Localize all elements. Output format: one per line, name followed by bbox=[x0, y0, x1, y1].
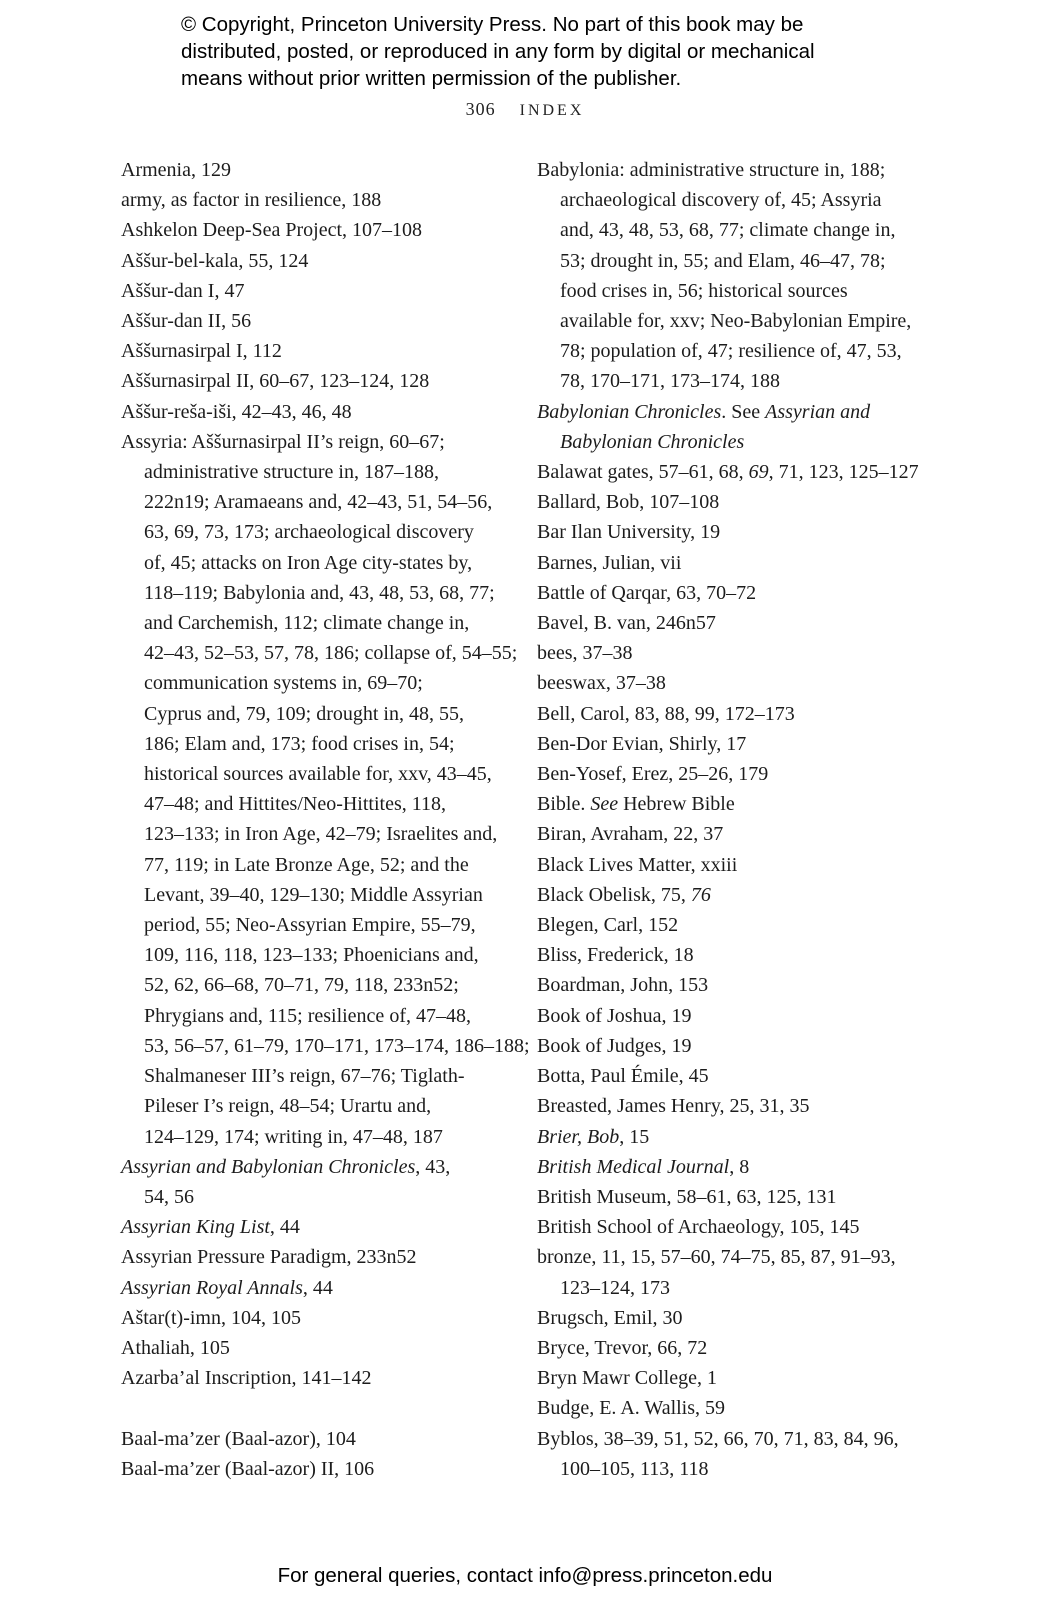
index-entry-line: Barnes, Julian, vii bbox=[537, 551, 682, 574]
index-entry-continuation: and, 43, 48, 53, 68, 77; climate change in, bbox=[560, 219, 896, 242]
index-entry-line: Aššurnasirpal II, 60–67, 123–124, 128 bbox=[121, 370, 430, 393]
index-entry bbox=[121, 306, 501, 336]
index-entry-line: Brugsch, Emil, 30 bbox=[537, 1306, 683, 1329]
index-entry-continuation: period, 55; Neo-Assyrian Empire, 55–79, bbox=[144, 914, 476, 937]
index-entry-continuation: historical sources available for, xxv, 43–45, bbox=[144, 763, 492, 786]
index-entry bbox=[537, 1091, 917, 1121]
index-entry-line: Breasted, James Henry, 25, 31, 35 bbox=[537, 1095, 810, 1118]
index-letter-gap bbox=[121, 1393, 501, 1423]
index-entry-continuation: 52, 62, 66–68, 70–71, 79, 118, 233n52; bbox=[144, 974, 459, 997]
index-entry bbox=[537, 1424, 917, 1484]
section-title: INDEX bbox=[519, 102, 585, 119]
index-entry-line: Battle of Qarqar, 63, 70–72 bbox=[537, 581, 757, 604]
index-entry-line: Aššur-dan II, 56 bbox=[121, 310, 252, 333]
index-entry-continuation: 53; drought in, 55; and Elam, 46–47, 78; bbox=[560, 249, 886, 272]
index-entry-line: Brier, Bob, 15 bbox=[537, 1125, 650, 1148]
index-entry-line: Book of Joshua, 19 bbox=[537, 1004, 692, 1027]
index-entry-line: Black Lives Matter, xxiii bbox=[537, 853, 738, 876]
index-entry-line: British Museum, 58–61, 63, 125, 131 bbox=[537, 1185, 837, 1208]
index-entry-continuation: 118–119; Babylonia and, 43, 48, 53, 68, 77; bbox=[144, 581, 495, 604]
copyright-line: distributed, posted, or reproduced in any form by digital or mechanical bbox=[181, 40, 815, 63]
index-entry bbox=[121, 1303, 501, 1333]
index-entry bbox=[121, 1333, 501, 1363]
index-entry-continuation: Pileser I’s reign, 48–54; Urartu and, bbox=[144, 1095, 432, 1118]
index-entry bbox=[537, 1212, 917, 1242]
index-entry bbox=[537, 638, 917, 668]
index-entry bbox=[537, 397, 917, 457]
index-entry-line: Bavel, B. van, 246n57 bbox=[537, 612, 716, 635]
index-entry-continuation: available for, xxv; Neo-Babylonian Empire, bbox=[560, 310, 912, 333]
index-entry-line: Budge, E. A. Wallis, 59 bbox=[537, 1397, 726, 1420]
index-entry bbox=[537, 880, 917, 910]
index-entry bbox=[121, 215, 501, 245]
index-entry-line: Bell, Carol, 83, 88, 99, 172–173 bbox=[537, 702, 795, 725]
index-entry bbox=[537, 759, 917, 789]
index-entry bbox=[537, 850, 917, 880]
index-entry bbox=[537, 1152, 917, 1182]
index-entry-line: Aššur-reša-iši, 42–43, 46, 48 bbox=[121, 400, 352, 423]
index-entry-continuation: of, 45; attacks on Iron Age city-states by, bbox=[144, 551, 473, 574]
index-entry-line: Ben-Dor Evian, Shirly, 17 bbox=[537, 732, 747, 755]
index-entry bbox=[537, 910, 917, 940]
index-entry bbox=[537, 819, 917, 849]
index-entry-line: Athaliah, 105 bbox=[121, 1336, 230, 1359]
index-entry-line: Aššurnasirpal I, 112 bbox=[121, 340, 282, 363]
index-entry-line: Boardman, John, 153 bbox=[537, 974, 709, 997]
index-entry-line: Assyria: Aššurnasirpal II’s reign, 60–67; bbox=[121, 430, 445, 453]
index-entry-continuation: 123–133; in Iron Age, 42–79; Israelites and, bbox=[144, 823, 498, 846]
index-entry-line: Assyrian Royal Annals, 44 bbox=[121, 1276, 333, 1299]
index-entry bbox=[537, 1122, 917, 1152]
index-entry-line: Babylonian Chronicles. See Assyrian and bbox=[537, 400, 871, 423]
index-entry-line: Babylonia: administrative structure in, 188; bbox=[537, 159, 886, 181]
index-entry-continuation: administrative structure in, 187–188, bbox=[144, 461, 439, 484]
index-entry bbox=[537, 699, 917, 729]
index-entry-continuation: 186; Elam and, 173; food crises in, 54; bbox=[144, 732, 455, 755]
index-entry-continuation: Phrygians and, 115; resilience of, 47–48, bbox=[144, 1004, 471, 1027]
index-entry-line: bees, 37–38 bbox=[537, 642, 633, 665]
index-entry bbox=[121, 427, 530, 1152]
index-entry-line: beeswax, 37–38 bbox=[537, 672, 666, 695]
index-entry-line: bronze, 11, 15, 57–60, 74–75, 85, 87, 91–93, bbox=[537, 1246, 896, 1269]
index-entry bbox=[121, 1454, 501, 1484]
index-entry bbox=[537, 1303, 917, 1333]
index-entry-line: Baal-ma’zer (Baal-azor) II, 106 bbox=[121, 1457, 375, 1480]
index-entry-continuation: 47–48; and Hittites/Neo-Hittites, 118, bbox=[144, 793, 447, 816]
running-head bbox=[0, 99, 1050, 120]
index-entry bbox=[121, 1242, 501, 1272]
index-entry bbox=[121, 336, 501, 366]
index-entry-continuation: food crises in, 56; historical sources bbox=[560, 279, 848, 302]
index-column-right bbox=[537, 155, 917, 1484]
index-entry bbox=[121, 366, 501, 396]
index-entry bbox=[121, 185, 501, 215]
index-entry-line: Byblos, 38–39, 51, 52, 66, 70, 71, 83, 84, 96, bbox=[537, 1427, 899, 1450]
index-entry bbox=[537, 457, 917, 487]
index-entry-continuation: 77, 119; in Late Bronze Age, 52; and the bbox=[144, 853, 469, 876]
index-entry-line: Black Obelisk, 75, 76 bbox=[537, 883, 711, 906]
index-entry bbox=[121, 1273, 501, 1303]
index-entry bbox=[537, 1061, 917, 1091]
index-entry-continuation: 53, 56–57, 61–79, 170–171, 173–174, 186–188; bbox=[144, 1034, 530, 1057]
index-entry bbox=[537, 1031, 917, 1061]
index-entry-continuation: 78, 170–171, 173–174, 188 bbox=[560, 370, 780, 393]
index-entry bbox=[537, 668, 917, 698]
index-entry-line: Aštar(t)-imn, 104, 105 bbox=[121, 1306, 301, 1329]
index-entry bbox=[537, 1393, 917, 1423]
index-entry bbox=[121, 1152, 501, 1212]
index-entry-continuation: 222n19; Aramaeans and, 42–43, 51, 54–56, bbox=[144, 491, 493, 514]
index-entry-line: Aššur-dan I, 47 bbox=[121, 279, 245, 302]
index-entry-continuation: communication systems in, 69–70; bbox=[144, 672, 423, 695]
index-entry bbox=[537, 1363, 917, 1393]
index-entry-line: Ashkelon Deep-Sea Project, 107–108 bbox=[121, 219, 423, 242]
index-entry-line: Bryce, Trevor, 66, 72 bbox=[537, 1336, 708, 1359]
index-entry-continuation: and Carchemish, 112; climate change in, bbox=[144, 612, 470, 635]
index-entry-line: British Medical Journal, 8 bbox=[537, 1155, 750, 1178]
index-entry-line: Assyrian King List, 44 bbox=[121, 1216, 300, 1239]
index-entry-continuation: 78; population of, 47; resilience of, 47, 53, bbox=[560, 340, 902, 363]
page-number: 306 bbox=[465, 99, 496, 119]
index-entry-continuation: archaeological discovery of, 45; Assyria bbox=[560, 189, 882, 212]
index-entry bbox=[537, 940, 917, 970]
index-entry bbox=[121, 246, 501, 276]
index-entry bbox=[537, 970, 917, 1000]
index-entry-continuation: Babylonian Chronicles bbox=[560, 430, 745, 453]
copyright-line: © Copyright, Princeton University Press. No part of this book may be bbox=[181, 13, 804, 36]
index-entry bbox=[537, 1242, 917, 1302]
index-entry-continuation: Shalmaneser III’s reign, 67–76; Tiglath- bbox=[144, 1065, 465, 1088]
index-entry-line: army, as factor in resilience, 188 bbox=[121, 189, 382, 212]
index-entry-continuation: 63, 69, 73, 173; archaeological discovery bbox=[144, 521, 474, 544]
index-entry-continuation: 54, 56 bbox=[144, 1185, 194, 1208]
copyright-line: means without prior written permission of the publisher. bbox=[181, 67, 682, 90]
index-entry bbox=[537, 1001, 917, 1031]
index-entry-continuation: 109, 116, 118, 123–133; Phoenicians and, bbox=[144, 944, 479, 967]
index-entry bbox=[537, 578, 917, 608]
index-entry-continuation: 100–105, 113, 118 bbox=[560, 1457, 709, 1480]
index-entry-line: Ballard, Bob, 107–108 bbox=[537, 491, 720, 514]
index-entry bbox=[537, 729, 917, 759]
index-entry-continuation: 123–124, 173 bbox=[560, 1276, 670, 1299]
index-entry-line: British School of Archaeology, 105, 145 bbox=[537, 1216, 860, 1239]
index-entry bbox=[537, 608, 917, 638]
index-entry-line: Botta, Paul Émile, 45 bbox=[537, 1065, 709, 1088]
index-entry-line: Aššur-bel-kala, 55, 124 bbox=[121, 249, 309, 272]
index-entry-line: Book of Judges, 19 bbox=[537, 1034, 692, 1057]
index-entry bbox=[121, 1363, 501, 1393]
index-entry-line: Balawat gates, 57–61, 68, 69, 71, 123, 125–127 bbox=[537, 461, 919, 484]
index-entry-line: Bar Ilan University, 19 bbox=[537, 521, 721, 544]
index-entry bbox=[537, 1333, 917, 1363]
index-entry-line: Azarba’al Inscription, 141–142 bbox=[121, 1367, 372, 1390]
index-entry bbox=[537, 789, 917, 819]
index-entry bbox=[537, 517, 917, 547]
index-entry-line: Assyrian Pressure Paradigm, 233n52 bbox=[121, 1246, 417, 1269]
index-entry-line: Baal-ma’zer (Baal-azor), 104 bbox=[121, 1427, 356, 1450]
index-entry bbox=[537, 548, 917, 578]
index-entry-line: Blegen, Carl, 152 bbox=[537, 914, 679, 937]
index-entry bbox=[121, 1212, 501, 1242]
index-entry bbox=[537, 1182, 917, 1212]
index-entry-continuation: Levant, 39–40, 129–130; Middle Assyrian bbox=[144, 883, 483, 906]
index-entry-line: Assyrian and Babylonian Chronicles, 43, bbox=[121, 1155, 451, 1178]
index-entry bbox=[121, 397, 501, 427]
index-entry-line: Bryn Mawr College, 1 bbox=[537, 1367, 717, 1390]
footer-contact: For general queries, contact info@press.princeton.edu bbox=[277, 1564, 773, 1587]
index-entry bbox=[537, 487, 917, 517]
index-entry-line: Bliss, Frederick, 18 bbox=[537, 944, 694, 967]
index-entry-line: Armenia, 129 bbox=[121, 159, 231, 181]
index-entry bbox=[121, 276, 501, 306]
index-entry-continuation: 124–129, 174; writing in, 47–48, 187 bbox=[144, 1125, 443, 1148]
index-column-left bbox=[121, 155, 530, 1484]
index-entry-line: Bible. See Hebrew Bible bbox=[537, 793, 735, 816]
index-entry-continuation: Cyprus and, 79, 109; drought in, 48, 55, bbox=[144, 702, 464, 725]
index-entry-line: Ben-Yosef, Erez, 25–26, 179 bbox=[537, 763, 769, 786]
index-entry bbox=[537, 155, 917, 397]
index-entry-continuation: 42–43, 52–53, 57, 78, 186; collapse of, 54–55; bbox=[144, 642, 518, 665]
index-entry bbox=[121, 155, 501, 185]
index-entry-line: Biran, Avraham, 22, 37 bbox=[537, 823, 724, 846]
copyright-notice bbox=[181, 11, 901, 92]
index-entry bbox=[121, 1424, 501, 1454]
